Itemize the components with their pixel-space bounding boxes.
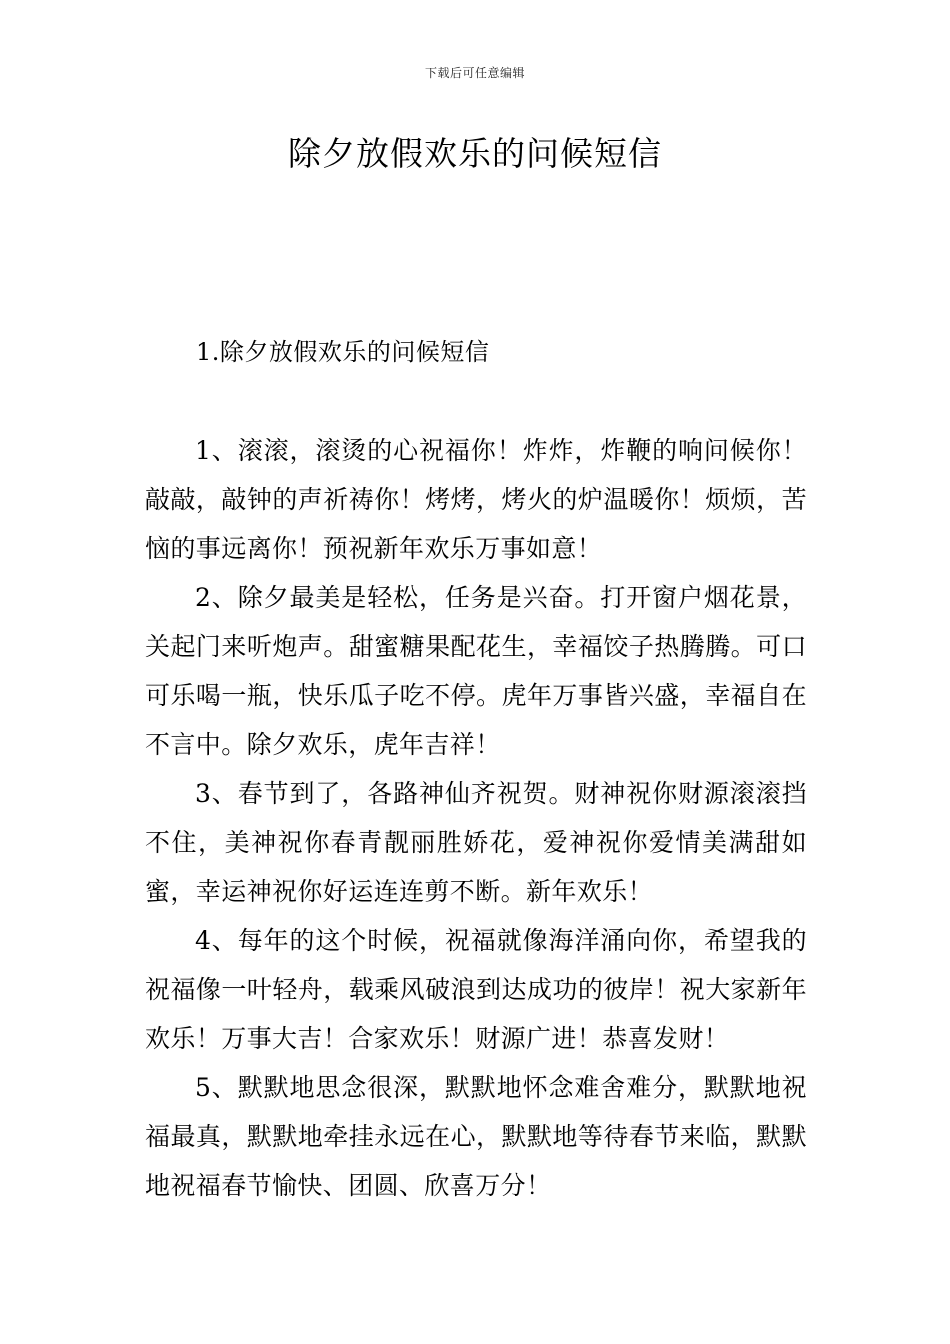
paragraph: 3、春节到了，各路神仙齐祝贺。财神祝你财源滚滚挡不住，美神祝你春青靓丽胜娇花，爱神祝你爱情美满甜如蜜，幸运神祝你好运连连剪不断。新年欢乐！: [145, 779, 807, 906]
paragraph: 4、每年的这个时候，祝福就像海洋涌向你，希望我的祝福像一叶轻舟，载乘风破浪到达成功的彼岸！祝大家新年欢乐！万事大吉！合家欢乐！财源广进！恭喜发财！: [145, 926, 807, 1053]
paragraph: 5、默默地思念很深，默默地怀念难舍难分，默默地祝福最真，默默地牵挂永远在心，默默地等待春节来临，默默地祝福春节愉快、团圆、欣喜万分！: [145, 1073, 807, 1200]
section-heading: 1.除夕放假欢乐的问候短信: [196, 338, 490, 366]
paragraph: 1、滚滚，滚烫的心祝福你！炸炸，炸鞭的响问候你！敲敲，敲钟的声祈祷你！烤烤，烤火的炉温暖你！烦烦，苦恼的事远离你！预祝新年欢乐万事如意！: [145, 436, 807, 563]
body-text: [145, 426, 807, 1210]
header-note: 下载后可任意编辑: [424, 66, 525, 80]
paragraph: 2、除夕最美是轻松，任务是兴奋。打开窗户烟花景，关起门来听炮声。甜蜜糖果配花生，幸福饺子热腾腾。可口可乐喝一瓶，快乐瓜子吃不停。虎年万事皆兴盛，幸福自在不言中。除夕欢乐，虎年吉祥！: [145, 583, 807, 759]
document-title: 除夕放假欢乐的问候短信: [288, 134, 662, 173]
